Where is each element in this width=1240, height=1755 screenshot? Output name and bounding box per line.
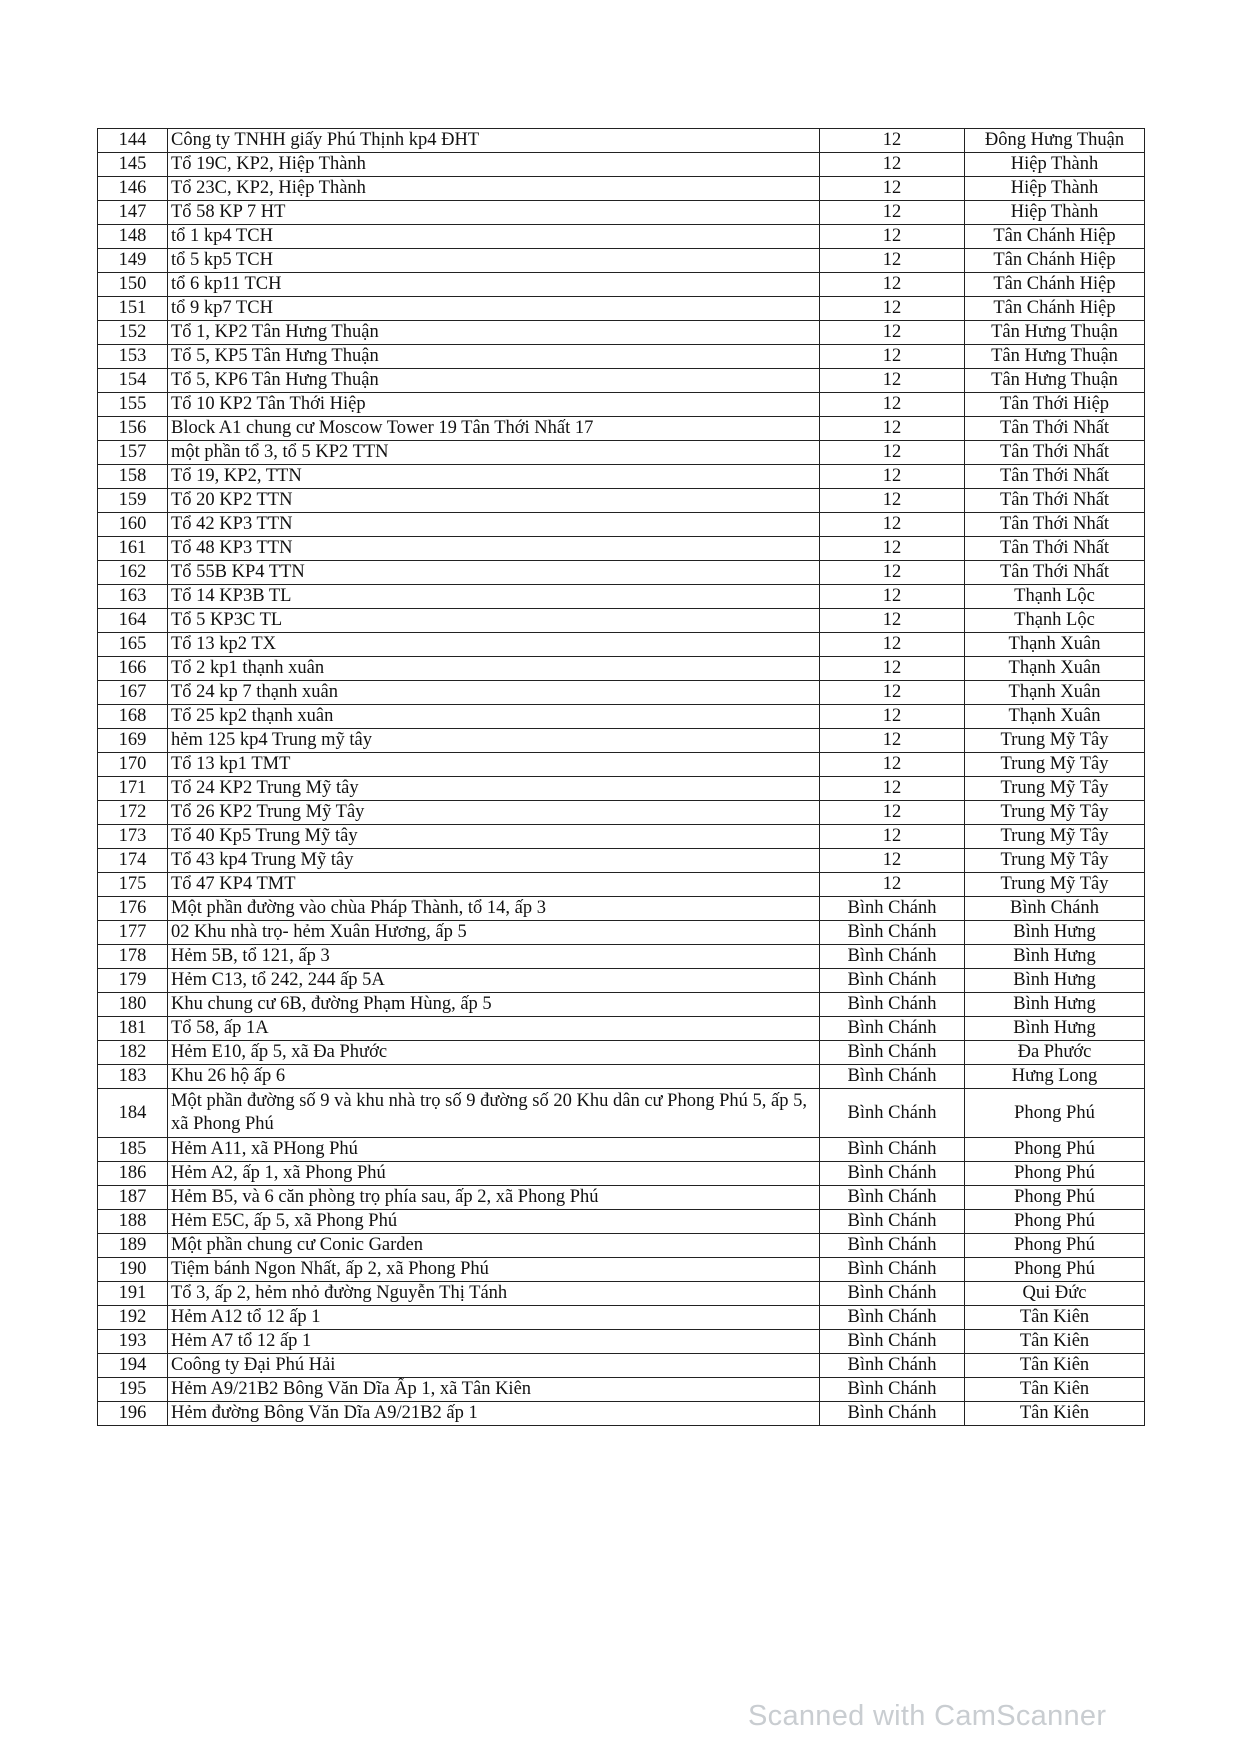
location-cell: Tổ 5 KP3C TL — [168, 609, 820, 633]
location-cell: Tổ 58 KP 7 HT — [168, 201, 820, 225]
row-number-cell: 165 — [98, 633, 168, 657]
location-cell: Tổ 19C, KP2, Hiệp Thành — [168, 153, 820, 177]
row-number-cell: 158 — [98, 465, 168, 489]
location-cell: Một phần đường vào chùa Pháp Thành, tổ 14, ấp 3 — [168, 897, 820, 921]
table-row — [98, 1402, 1145, 1426]
row-number-cell: 179 — [98, 969, 168, 993]
location-cell: Tổ 23C, KP2, Hiệp Thành — [168, 177, 820, 201]
ward-cell: Phong Phú — [965, 1089, 1145, 1138]
table-row — [98, 513, 1145, 537]
ward-cell: Tân Thới Nhất — [965, 465, 1145, 489]
ward-cell: Hiệp Thành — [965, 177, 1145, 201]
location-cell: hẻm 125 kp4 Trung mỹ tây — [168, 729, 820, 753]
row-number-cell: 154 — [98, 369, 168, 393]
district-cell: 12 — [820, 177, 965, 201]
district-cell: 12 — [820, 849, 965, 873]
table-row — [98, 585, 1145, 609]
row-number-cell: 146 — [98, 177, 168, 201]
district-cell: Bình Chánh — [820, 1402, 965, 1426]
row-number-cell: 187 — [98, 1186, 168, 1210]
district-cell: 12 — [820, 585, 965, 609]
row-number-cell: 195 — [98, 1378, 168, 1402]
row-number-cell: 194 — [98, 1354, 168, 1378]
row-number-cell: 157 — [98, 441, 168, 465]
ward-cell: Bình Hưng — [965, 945, 1145, 969]
district-cell: 12 — [820, 681, 965, 705]
table-row — [98, 225, 1145, 249]
district-cell: 12 — [820, 705, 965, 729]
row-number-cell: 173 — [98, 825, 168, 849]
locations-table — [97, 128, 1145, 1426]
table-row — [98, 1354, 1145, 1378]
row-number-cell: 189 — [98, 1234, 168, 1258]
row-number-cell: 169 — [98, 729, 168, 753]
location-cell: Hẻm B5, và 6 căn phòng trọ phía sau, ấp 2, xã Phong Phú — [168, 1186, 820, 1210]
locations-table-body — [98, 129, 1145, 1426]
district-cell: Bình Chánh — [820, 1186, 965, 1210]
district-cell: Bình Chánh — [820, 921, 965, 945]
location-cell: Tổ 19, KP2, TTN — [168, 465, 820, 489]
ward-cell: Tân Thới Nhất — [965, 537, 1145, 561]
row-number-cell: 168 — [98, 705, 168, 729]
ward-cell: Phong Phú — [965, 1258, 1145, 1282]
location-cell: Coông ty Đại Phú Hải — [168, 1354, 820, 1378]
table-row — [98, 897, 1145, 921]
location-cell: Tổ 40 Kp5 Trung Mỹ tây — [168, 825, 820, 849]
ward-cell: Qui Đức — [965, 1282, 1145, 1306]
location-cell: 02 Khu nhà trọ- hẻm Xuân Hương, ấp 5 — [168, 921, 820, 945]
district-cell: 12 — [820, 273, 965, 297]
table-row — [98, 1282, 1145, 1306]
row-number-cell: 145 — [98, 153, 168, 177]
location-cell: Hẻm đường Bông Văn Dĩa A9/21B2 ấp 1 — [168, 1402, 820, 1426]
district-cell: Bình Chánh — [820, 945, 965, 969]
district-cell: Bình Chánh — [820, 1234, 965, 1258]
location-cell: Tổ 48 KP3 TTN — [168, 537, 820, 561]
location-cell: Block A1 chung cư Moscow Tower 19 Tân Thới Nhất 17 — [168, 417, 820, 441]
district-cell: Bình Chánh — [820, 1258, 965, 1282]
table-row — [98, 249, 1145, 273]
district-cell: 12 — [820, 729, 965, 753]
ward-cell: Bình Hưng — [965, 1017, 1145, 1041]
location-cell: Tổ 47 KP4 TMT — [168, 873, 820, 897]
table-row — [98, 1234, 1145, 1258]
row-number-cell: 149 — [98, 249, 168, 273]
district-cell: 12 — [820, 825, 965, 849]
district-cell: Bình Chánh — [820, 1282, 965, 1306]
location-cell: Hẻm E10, ấp 5, xã Đa Phước — [168, 1041, 820, 1065]
row-number-cell: 174 — [98, 849, 168, 873]
ward-cell: Bình Hưng — [965, 993, 1145, 1017]
table-row — [98, 921, 1145, 945]
table-row — [98, 1138, 1145, 1162]
table-row — [98, 1258, 1145, 1282]
ward-cell: Tân Kiên — [965, 1354, 1145, 1378]
table-row — [98, 849, 1145, 873]
location-cell: Tổ 20 KP2 TTN — [168, 489, 820, 513]
ward-cell: Tân Thới Nhất — [965, 417, 1145, 441]
district-cell: 12 — [820, 297, 965, 321]
scanner-watermark: Scanned with CamScanner — [748, 1700, 1107, 1732]
table-row — [98, 369, 1145, 393]
ward-cell: Trung Mỹ Tây — [965, 873, 1145, 897]
district-cell: 12 — [820, 561, 965, 585]
district-cell: 12 — [820, 369, 965, 393]
table-row — [98, 1017, 1145, 1041]
district-cell: 12 — [820, 393, 965, 417]
ward-cell: Đa Phước — [965, 1041, 1145, 1065]
table-row — [98, 969, 1145, 993]
location-cell: Hẻm A9/21B2 Bông Văn Dĩa Ấp 1, xã Tân Kiên — [168, 1378, 820, 1402]
row-number-cell: 190 — [98, 1258, 168, 1282]
row-number-cell: 177 — [98, 921, 168, 945]
location-cell: Tổ 14 KP3B TL — [168, 585, 820, 609]
row-number-cell: 183 — [98, 1065, 168, 1089]
ward-cell: Thạnh Xuân — [965, 633, 1145, 657]
district-cell: Bình Chánh — [820, 1138, 965, 1162]
table-row — [98, 273, 1145, 297]
ward-cell: Tân Hưng Thuận — [965, 369, 1145, 393]
district-cell: Bình Chánh — [820, 1354, 965, 1378]
ward-cell: Trung Mỹ Tây — [965, 729, 1145, 753]
ward-cell: Phong Phú — [965, 1234, 1145, 1258]
location-cell: Hẻm 5B, tổ 121, ấp 3 — [168, 945, 820, 969]
ward-cell: Tân Thới Nhất — [965, 561, 1145, 585]
row-number-cell: 148 — [98, 225, 168, 249]
location-cell: Một phần đường số 9 và khu nhà trọ số 9 đường số 20 Khu dân cư Phong Phú 5, ấp 5, xã Phong Phú — [168, 1089, 820, 1138]
ward-cell: Tân Thới Hiệp — [965, 393, 1145, 417]
location-cell: Tổ 13 kp1 TMT — [168, 753, 820, 777]
row-number-cell: 175 — [98, 873, 168, 897]
ward-cell: Trung Mỹ Tây — [965, 849, 1145, 873]
location-cell: Khu 26 hộ ấp 6 — [168, 1065, 820, 1089]
district-cell: Bình Chánh — [820, 1306, 965, 1330]
ward-cell: Thạnh Lộc — [965, 609, 1145, 633]
district-cell: Bình Chánh — [820, 1330, 965, 1354]
location-cell: Tổ 55B KP4 TTN — [168, 561, 820, 585]
district-cell: 12 — [820, 777, 965, 801]
row-number-cell: 185 — [98, 1138, 168, 1162]
row-number-cell: 161 — [98, 537, 168, 561]
row-number-cell: 191 — [98, 1282, 168, 1306]
location-cell: Tổ 24 kp 7 thạnh xuân — [168, 681, 820, 705]
row-number-cell: 181 — [98, 1017, 168, 1041]
location-cell: Hẻm C13, tổ 242, 244 ấp 5A — [168, 969, 820, 993]
district-cell: Bình Chánh — [820, 1378, 965, 1402]
district-cell: 12 — [820, 417, 965, 441]
location-cell: tổ 5 kp5 TCH — [168, 249, 820, 273]
table-row — [98, 297, 1145, 321]
table-row — [98, 321, 1145, 345]
row-number-cell: 160 — [98, 513, 168, 537]
location-cell: Tổ 43 kp4 Trung Mỹ tây — [168, 849, 820, 873]
ward-cell: Phong Phú — [965, 1186, 1145, 1210]
location-cell: tổ 6 kp11 TCH — [168, 273, 820, 297]
row-number-cell: 182 — [98, 1041, 168, 1065]
ward-cell: Tân Kiên — [965, 1330, 1145, 1354]
table-row — [98, 561, 1145, 585]
table-row — [98, 657, 1145, 681]
table-row — [98, 177, 1145, 201]
row-number-cell: 178 — [98, 945, 168, 969]
table-row — [98, 129, 1145, 153]
row-number-cell: 155 — [98, 393, 168, 417]
table-row — [98, 801, 1145, 825]
row-number-cell: 163 — [98, 585, 168, 609]
table-row — [98, 825, 1145, 849]
row-number-cell: 186 — [98, 1162, 168, 1186]
ward-cell: Trung Mỹ Tây — [965, 777, 1145, 801]
row-number-cell: 184 — [98, 1089, 168, 1138]
table-row — [98, 1210, 1145, 1234]
row-number-cell: 156 — [98, 417, 168, 441]
table-row — [98, 1186, 1145, 1210]
row-number-cell: 144 — [98, 129, 168, 153]
row-number-cell: 159 — [98, 489, 168, 513]
district-cell: 12 — [820, 153, 965, 177]
district-cell: Bình Chánh — [820, 969, 965, 993]
location-cell: Tổ 3, ấp 2, hẻm nhỏ đường Nguyễn Thị Tánh — [168, 1282, 820, 1306]
table-row — [98, 609, 1145, 633]
table-row — [98, 753, 1145, 777]
row-number-cell: 176 — [98, 897, 168, 921]
row-number-cell: 150 — [98, 273, 168, 297]
district-cell: 12 — [820, 801, 965, 825]
district-cell: 12 — [820, 345, 965, 369]
table-row — [98, 345, 1145, 369]
row-number-cell: 152 — [98, 321, 168, 345]
location-cell: Tổ 5, KP6 Tân Hưng Thuận — [168, 369, 820, 393]
table-row — [98, 993, 1145, 1017]
location-cell: Tổ 5, KP5 Tân Hưng Thuận — [168, 345, 820, 369]
ward-cell: Hiệp Thành — [965, 153, 1145, 177]
district-cell: 12 — [820, 489, 965, 513]
location-cell: Hẻm A7 tổ 12 ấp 1 — [168, 1330, 820, 1354]
district-cell: 12 — [820, 633, 965, 657]
district-cell: Bình Chánh — [820, 897, 965, 921]
table-row — [98, 465, 1145, 489]
row-number-cell: 164 — [98, 609, 168, 633]
table-row — [98, 633, 1145, 657]
location-cell: Tổ 13 kp2 TX — [168, 633, 820, 657]
district-cell: 12 — [820, 609, 965, 633]
ward-cell: Tân Thới Nhất — [965, 441, 1145, 465]
row-number-cell: 162 — [98, 561, 168, 585]
location-cell: Hẻm A12 tổ 12 ấp 1 — [168, 1306, 820, 1330]
table-row — [98, 777, 1145, 801]
location-cell: Công ty TNHH giấy Phú Thịnh kp4 ĐHT — [168, 129, 820, 153]
row-number-cell: 192 — [98, 1306, 168, 1330]
district-cell: 12 — [820, 753, 965, 777]
row-number-cell: 166 — [98, 657, 168, 681]
ward-cell: Thạnh Xuân — [965, 681, 1145, 705]
table-row — [98, 441, 1145, 465]
district-cell: 12 — [820, 657, 965, 681]
row-number-cell: 193 — [98, 1330, 168, 1354]
location-cell: Tổ 42 KP3 TTN — [168, 513, 820, 537]
district-cell: Bình Chánh — [820, 1017, 965, 1041]
ward-cell: Thạnh Xuân — [965, 705, 1145, 729]
row-number-cell: 188 — [98, 1210, 168, 1234]
district-cell: 12 — [820, 513, 965, 537]
table-row — [98, 681, 1145, 705]
ward-cell: Thạnh Lộc — [965, 585, 1145, 609]
table-row — [98, 729, 1145, 753]
ward-cell: Tân Kiên — [965, 1378, 1145, 1402]
ward-cell: Tân Thới Nhất — [965, 489, 1145, 513]
row-number-cell: 172 — [98, 801, 168, 825]
location-cell: tổ 1 kp4 TCH — [168, 225, 820, 249]
ward-cell: Đông Hưng Thuận — [965, 129, 1145, 153]
district-cell: 12 — [820, 873, 965, 897]
ward-cell: Tân Chánh Hiệp — [965, 297, 1145, 321]
ward-cell: Phong Phú — [965, 1138, 1145, 1162]
district-cell: Bình Chánh — [820, 1041, 965, 1065]
ward-cell: Trung Mỹ Tây — [965, 753, 1145, 777]
ward-cell: Tân Hưng Thuận — [965, 345, 1145, 369]
row-number-cell: 170 — [98, 753, 168, 777]
district-cell: Bình Chánh — [820, 993, 965, 1017]
ward-cell: Tân Chánh Hiệp — [965, 249, 1145, 273]
ward-cell: Tân Chánh Hiệp — [965, 273, 1145, 297]
table-row — [98, 537, 1145, 561]
district-cell: Bình Chánh — [820, 1210, 965, 1234]
ward-cell: Bình Chánh — [965, 897, 1145, 921]
ward-cell: Bình Hưng — [965, 969, 1145, 993]
row-number-cell: 171 — [98, 777, 168, 801]
district-cell: 12 — [820, 537, 965, 561]
row-number-cell: 147 — [98, 201, 168, 225]
ward-cell: Tân Hưng Thuận — [965, 321, 1145, 345]
ward-cell: Tân Kiên — [965, 1306, 1145, 1330]
ward-cell: Phong Phú — [965, 1162, 1145, 1186]
table-row — [98, 1330, 1145, 1354]
location-cell: Tiệm bánh Ngon Nhất, ấp 2, xã Phong Phú — [168, 1258, 820, 1282]
location-cell: một phần tổ 3, tổ 5 KP2 TTN — [168, 441, 820, 465]
row-number-cell: 153 — [98, 345, 168, 369]
table-row — [98, 417, 1145, 441]
row-number-cell: 167 — [98, 681, 168, 705]
table-row — [98, 945, 1145, 969]
location-cell: Khu chung cư 6B, đường Phạm Hùng, ấp 5 — [168, 993, 820, 1017]
district-cell: 12 — [820, 321, 965, 345]
ward-cell: Tân Thới Nhất — [965, 513, 1145, 537]
location-cell: Tổ 1, KP2 Tân Hưng Thuận — [168, 321, 820, 345]
ward-cell: Hưng Long — [965, 1065, 1145, 1089]
district-cell: 12 — [820, 249, 965, 273]
location-cell: Hẻm A11, xã PHong Phú — [168, 1138, 820, 1162]
location-cell: Hẻm A2, ấp 1, xã Phong Phú — [168, 1162, 820, 1186]
ward-cell: Tân Kiên — [965, 1402, 1145, 1426]
table-row — [98, 873, 1145, 897]
ward-cell: Trung Mỹ Tây — [965, 825, 1145, 849]
table-row — [98, 1378, 1145, 1402]
location-cell: Một phần chung cư Conic Garden — [168, 1234, 820, 1258]
location-cell: tổ 9 kp7 TCH — [168, 297, 820, 321]
table-row — [98, 201, 1145, 225]
district-cell: Bình Chánh — [820, 1089, 965, 1138]
row-number-cell: 180 — [98, 993, 168, 1017]
location-cell: Tổ 24 KP2 Trung Mỹ tây — [168, 777, 820, 801]
table-row — [98, 489, 1145, 513]
table-row — [98, 1089, 1145, 1138]
district-cell: Bình Chánh — [820, 1162, 965, 1186]
ward-cell: Hiệp Thành — [965, 201, 1145, 225]
ward-cell: Thạnh Xuân — [965, 657, 1145, 681]
district-cell: 12 — [820, 465, 965, 489]
table-row — [98, 1041, 1145, 1065]
table-row — [98, 1065, 1145, 1089]
row-number-cell: 196 — [98, 1402, 168, 1426]
table-row — [98, 1306, 1145, 1330]
ward-cell: Trung Mỹ Tây — [965, 801, 1145, 825]
table-row — [98, 1162, 1145, 1186]
ward-cell: Tân Chánh Hiệp — [965, 225, 1145, 249]
district-cell: 12 — [820, 225, 965, 249]
location-cell: Tổ 26 KP2 Trung Mỹ Tây — [168, 801, 820, 825]
district-cell: 12 — [820, 441, 965, 465]
ward-cell: Bình Hưng — [965, 921, 1145, 945]
table-row — [98, 153, 1145, 177]
location-cell: Tổ 10 KP2 Tân Thới Hiệp — [168, 393, 820, 417]
district-cell: Bình Chánh — [820, 1065, 965, 1089]
location-cell: Tổ 25 kp2 thạnh xuân — [168, 705, 820, 729]
location-cell: Tổ 2 kp1 thạnh xuân — [168, 657, 820, 681]
location-cell: Tổ 58, ấp 1A — [168, 1017, 820, 1041]
table-row — [98, 393, 1145, 417]
location-cell: Hẻm E5C, ấp 5, xã Phong Phú — [168, 1210, 820, 1234]
district-cell: 12 — [820, 129, 965, 153]
ward-cell: Phong Phú — [965, 1210, 1145, 1234]
row-number-cell: 151 — [98, 297, 168, 321]
district-cell: 12 — [820, 201, 965, 225]
table-row — [98, 705, 1145, 729]
